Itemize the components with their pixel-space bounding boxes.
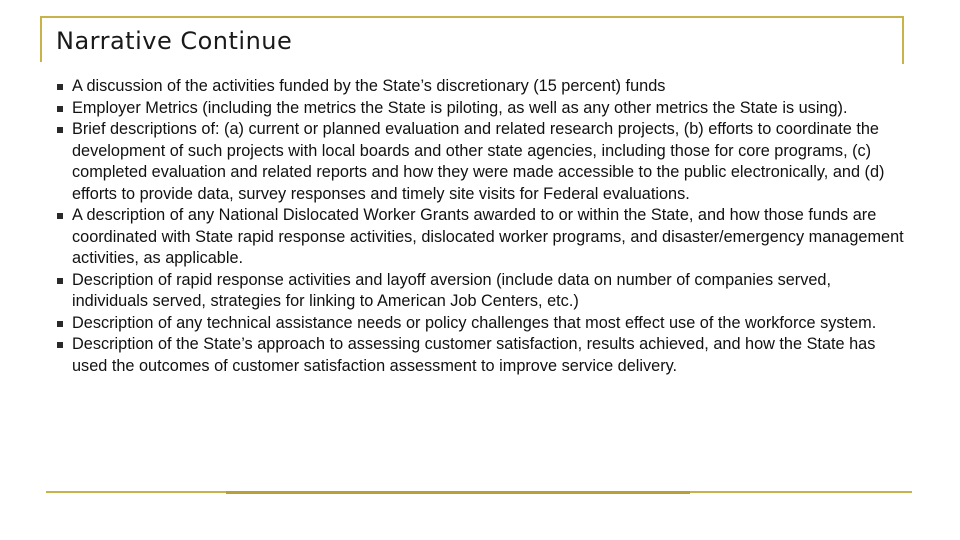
square-bullet-icon (57, 278, 63, 284)
bullet-text: A description of any National Dislocated Worker Grants awarded to or within the State, and how those funds are coordinated with State rapid response activities, dislocated worker programs, and disaster/emergency management activities, as applicable. (72, 206, 904, 267)
left-rule (40, 16, 42, 62)
top-rule (40, 16, 904, 18)
bottom-accent-rule (226, 491, 690, 494)
bullet-item-7 (44, 334, 904, 377)
square-bullet-icon (57, 127, 63, 133)
bullet-item-3 (44, 119, 904, 205)
bullet-text: Description of rapid response activities and layoff aversion (include data on number of companies served, individuals served, strategies for linking to American Job Centers, etc.) (72, 270, 832, 310)
bullet-item-1 (44, 76, 904, 98)
bullet-item-6 (44, 313, 904, 335)
square-bullet-icon (57, 106, 63, 112)
bullet-text: Brief descriptions of: (a) current or planned evaluation and related research projects, (b) efforts to coordinate the development of such projects with local boards and other state agencies, including those for core programs, (c) completed evaluation and related reports and how they were made accessible to the public electronically, and (d) efforts to provide data, survey responses and timely site visits for Federal evaluations. (72, 120, 885, 203)
bullet-list (44, 76, 904, 377)
square-bullet-icon (57, 342, 63, 348)
slide-title: Narrative Continue (56, 27, 293, 55)
bullet-text: Description of the State’s approach to assessing customer satisfaction, results achieved, and how the State has used the outcomes of customer satisfaction assessment to improve service delivery. (72, 335, 876, 375)
square-bullet-icon (57, 84, 63, 90)
bullet-item-2 (44, 98, 904, 120)
bullet-item-4 (44, 205, 904, 270)
square-bullet-icon (57, 321, 63, 327)
top-right-tick (902, 16, 904, 64)
bullet-text: A discussion of the activities funded by the State’s discretionary (15 percent) funds (72, 77, 666, 95)
square-bullet-icon (57, 213, 63, 219)
bullet-text: Description of any technical assistance needs or policy challenges that most effect use of the workforce system. (72, 313, 877, 332)
bullet-item-5 (44, 270, 904, 313)
bullet-text: Employer Metrics (including the metrics the State is piloting, as well as any other metrics the State is using). (72, 98, 848, 117)
